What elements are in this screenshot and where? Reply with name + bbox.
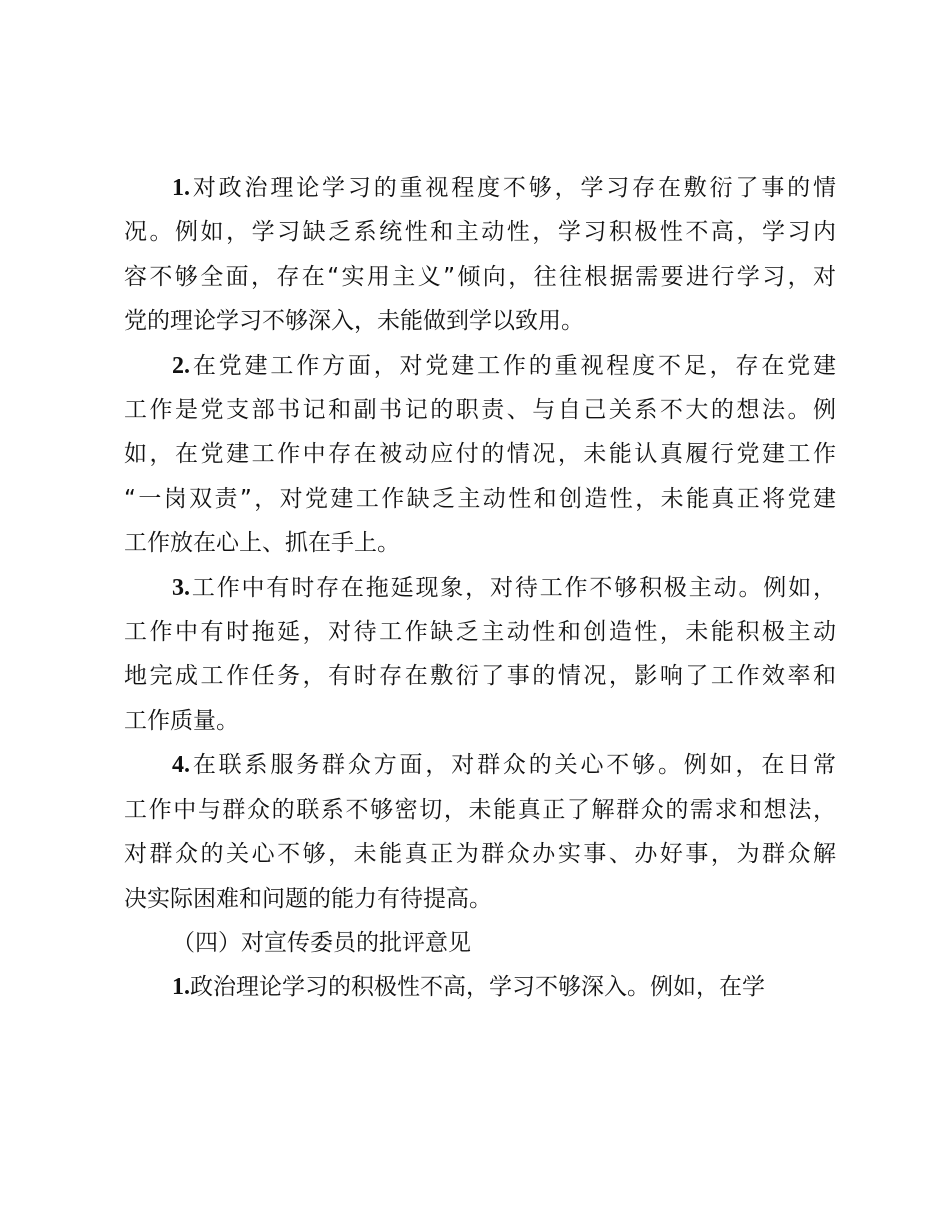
- paragraph-number: 1.: [172, 175, 190, 201]
- line-text: 工作中有时存在拖延现象，对待工作不够积极主动。例如，: [190, 574, 836, 601]
- paragraph-1: [124, 166, 836, 344]
- paragraph-line: “一岗双责”，对党建工作缺乏主动性和创造性，未能真正将党建: [124, 485, 836, 512]
- section-heading: （四）对宣传委员的批评意见: [172, 929, 471, 956]
- line-text: 在党建工作方面，对党建工作的重视程度不足，存在党建: [190, 352, 836, 379]
- paragraph-line: 对群众的关心不够，未能真正为群众办实事、办好事，为群众解: [124, 841, 836, 868]
- line-text: 对政治理论学习的重视程度不够，学习存在敷衍了事的情: [190, 175, 836, 201]
- paragraph-3: [124, 566, 836, 744]
- document-body: [124, 166, 836, 1010]
- paragraph-line: [124, 965, 836, 1009]
- paragraph-line: 工作是党支部书记和副书记的职责、与自己关系不大的想法。例: [124, 397, 836, 424]
- paragraph-line: 工作中与群众的联系不够密切，未能真正了解群众的需求和想法，: [124, 796, 836, 823]
- paragraph-line: 决实际困难和问题的能力有待提高。: [124, 885, 492, 912]
- paragraph-line: [124, 344, 836, 388]
- paragraph-line: 工作质量。: [124, 707, 239, 734]
- paragraph-line: 党的理论学习不够深入，未能做到学以致用。: [124, 308, 584, 335]
- line-text: 在联系服务群众方面，对群众的关心不够。例如，在日常: [190, 752, 836, 779]
- paragraph-number: 2.: [172, 352, 190, 379]
- paragraph-4: [124, 743, 836, 921]
- paragraph-line: 况。例如，学习缺乏系统性和主动性，学习积极性不高，学习内: [124, 219, 836, 246]
- paragraph-number: 1.: [172, 974, 190, 1001]
- paragraph-line: 工作中有时拖延，对待工作缺乏主动性和创造性，未能积极主动: [124, 619, 836, 646]
- paragraph-line: [124, 166, 836, 210]
- paragraph-number: 4.: [172, 752, 190, 779]
- paragraph-line: 工作放在心上、抓在手上。: [124, 530, 400, 557]
- paragraph-line: [124, 566, 836, 610]
- paragraph-line: 地完成工作任务，有时存在敷衍了事的情况，影响了工作效率和: [124, 663, 836, 690]
- paragraph-final: [124, 965, 836, 1009]
- paragraph-number: 3.: [172, 574, 190, 601]
- paragraph-line: 如，在党建工作中存在被动应付的情况，未能认真履行党建工作: [124, 441, 836, 468]
- paragraph-line: [124, 743, 836, 787]
- line-text: 政治理论学习的积极性不高，学习不够深入。例如，在学: [190, 974, 765, 1001]
- paragraph-line: 容不够全面，存在“实用主义”倾向，往往根据需要进行学习，对: [124, 263, 836, 290]
- paragraph-2: [124, 344, 836, 566]
